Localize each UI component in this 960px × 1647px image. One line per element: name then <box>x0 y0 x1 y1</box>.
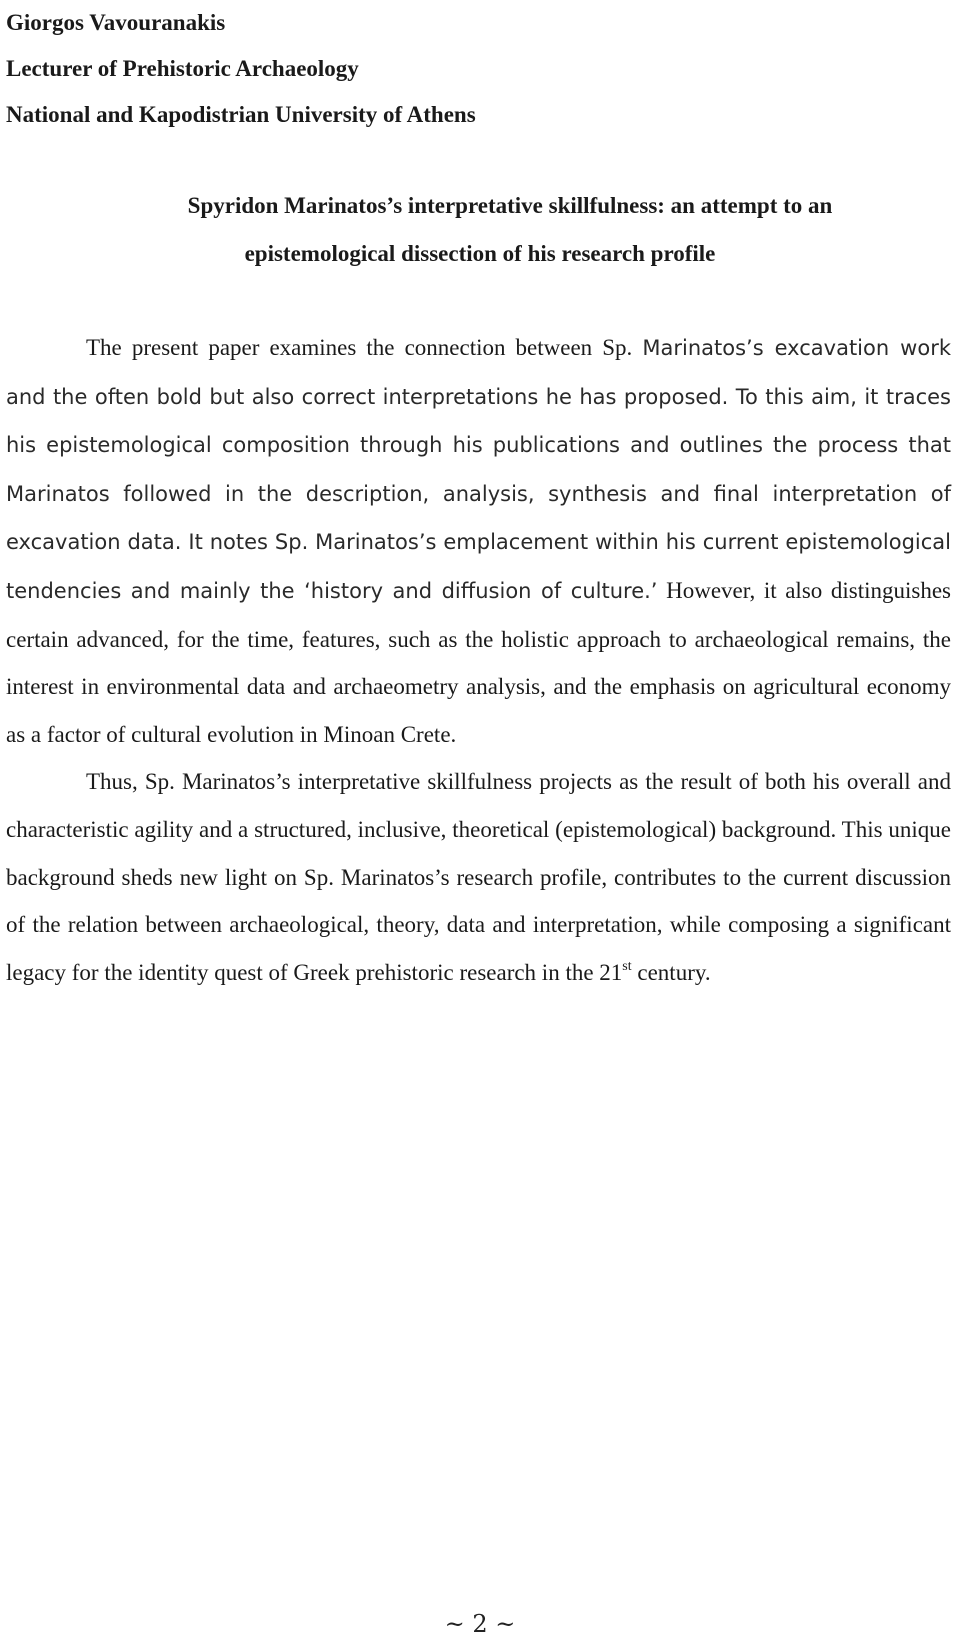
abstract-p1-text-c: However, it also distinguishes certain advanced, for the time, features, such as the holistic approach to archaeological remains, the interest in environmental data and archaeometry analysis, and the emphasis on agricultural economy as a factor of cultural evolution in Minoan Crete. <box>6 577 952 747</box>
title-line-2: epistemological dissection of his research profile <box>244 241 716 266</box>
abstract-paragraph-2 <box>6 758 951 996</box>
abstract-paragraph-1 <box>6 324 951 758</box>
title-line-1: Spyridon Marinatos’s interpretative skillfulness: an attempt to an <box>187 193 833 218</box>
author-block <box>6 0 946 138</box>
page-number: ~ 2 ~ <box>444 1610 516 1638</box>
abstract-p2-text-a: Thus, Sp. <box>86 769 182 795</box>
abstract <box>6 324 951 996</box>
paper-title <box>0 182 960 278</box>
author-institution: National and Kapodistrian University of Athens <box>6 102 476 127</box>
abstract-p2-text-b: Marinatos’s interpretative skillfulness projects as the result of both his overall and characteristic agility and a structured, inclusive, theoretical (epistemological) background. This unique background sheds new light on Sp. Marinatos’s research profile, contributes to the current discussion of the relation between archaeological, theory, data and interpretation, while composing a significant legacy for the identity quest of Greek prehistoric research in the 21 <box>6 769 951 985</box>
abstract-p1-text-b: Marinatos’s excavation work and the often bold but also correct interpretations he has proposed. To this aim, it traces his epistemological composition through his publications and outlines the process that Marinatos followed in the description, analysis, synthesis and final interpretation of excavation data. It notes Sp. Marinatos’s emplacement within his current epistemological tendencies and mainly the ‘history and diffusion of culture.’ <box>6 336 951 603</box>
author-position: Lecturer of Prehistoric Archaeology <box>6 56 359 81</box>
ordinal-superscript: st <box>622 958 632 974</box>
author-name: Giorgos Vavouranakis <box>6 10 226 35</box>
abstract-p1-text-a: The present paper examines the connection between Sp. <box>86 335 643 360</box>
abstract-p2-text-c: century. <box>631 959 711 985</box>
